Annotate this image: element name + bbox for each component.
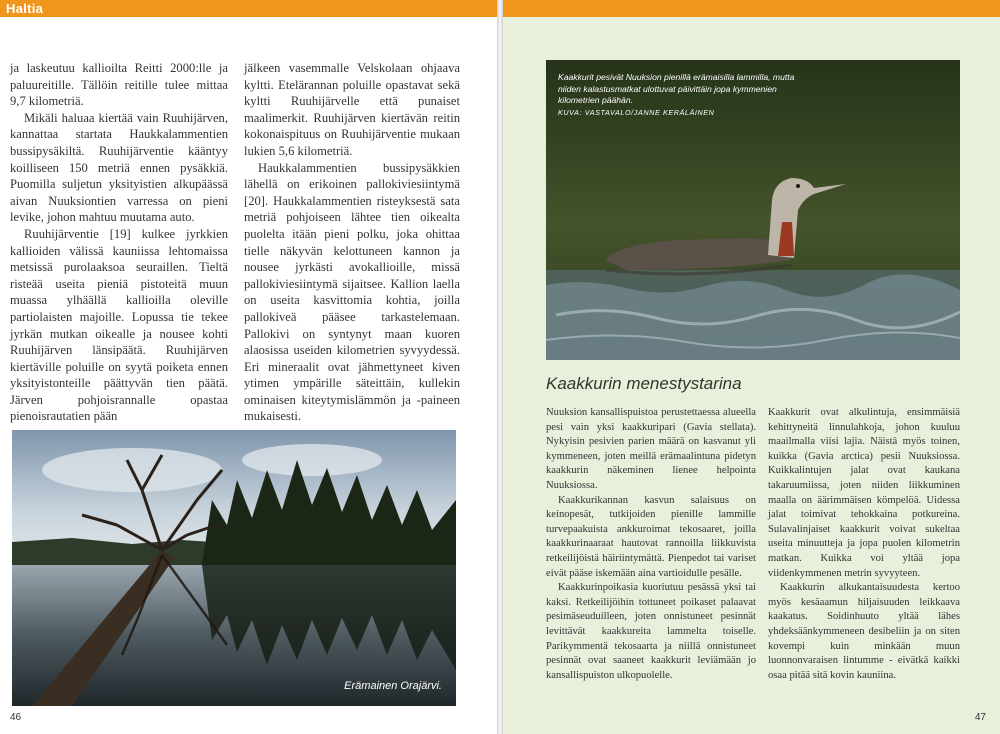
paragraph: Kaakkurikannan kasvun salaisuus on keinopesät, tutkijoiden pienille lammille turvepaakuista ankkuroimat tekosaaret, joilla kaakkurinaaraat hautovat rannoilla liikkuvista retkeilijöistä häiriintymättä. Pienpedot tai variset eivät pääse iskemään aina vartioidulle pesälle. [546, 494, 756, 579]
paragraph: Ruuhijärventie [19] kulkee jyrkkien kallioiden välissä kauniissa lehtomaissa metsissä purolaaksoa seuraillen. Tieltä risteää useita pieniä pistoteitä muun muassa ylhäällä kallioilla oleville partiolaisten majoille. Lopussa tie tekee jyrkän mutkan oikealle ja nousee kohti Ruuhijärven länsipäätä. Ruuhijärven kiertäville poluille on syytä poiketa ennen yksityistonteille päättyvän tien päätä. Järven pohjoisrannalle opastaa pienoisrautatien pään [10, 226, 228, 424]
paragraph: Kaakkurit ovat alkulintuja, ensimmäisiä kehittyneitä linnulahkoja, johon kuuluu maailmalla viisi lajia. Näistä myös toinen, kuikka (Gavia arctica) pesii Nuuksiossa. Kuikkalintujen jalat ovat kaukana takaruumiissa, joten niiden liikkuminen maalla on äärimmäisen kömpelöä. Uidessa jalat toimivat tehokkaina potkureina. Sulavalinjaiset kaakkurit voivat sukeltaa useita minuutteja ja jopa puolen kilometrin matkan. Kuikka voi yltää jopa viidenkymmenen metrin syvyyteen. [768, 407, 960, 579]
photo-credit: KUVA: VASTAVALO/JANNE KERÄLÄINEN [558, 107, 715, 117]
page-number: 47 [974, 712, 986, 723]
page-number: 46 [10, 712, 22, 723]
paragraph: Haukkalammentien bussipysäkkien lähellä on erikoinen pallokiviesiintymä [20]. Haukkalammentien risteyksestä sata metriä pohjoiseen lähtee tien oikealta puolelta itään pieni polku, joka ohittaa tielle näkyvän kelottuneen kannon ja nousee jyrkästi avokallioille, missä pallokiviesiintymä sijaitsee. Kallion laella on useita kasvittomia kohtia, joilla pallokiveä pääsee tarkastelemaan. Pallokivi on syntynyt maan kuoren alaosissa useiden kilometrien syvyydessä. Eri mineraalit ovat jähmettyneet kiven ytimen ympärille säteittäin, kullekin ominaisen kiteytymislämmön ja -paineen mukaisesti. [244, 160, 460, 424]
left-page [0, 0, 497, 734]
paragraph: Kaakkurin alkukantaisuudesta kertoo myös kesäaamun hiljaisuuden leikkaava kaakatus. Soidinhuuto yltää lähes yhdeksäänkymmeneen desibeliin ja on siten kovempi kuin minkään muun luonnonvaraisen lintumme - eivätkä kaikki osaa pitää sitä kovin kauniina. [768, 582, 960, 681]
paragraph: ja laskeutuu kallioilta Reitti 2000:lle ja paluureitille. Tällöin reitille tulee mittaa 9,7 kilometriä. [10, 61, 228, 109]
text-column-1 [10, 60, 228, 425]
lake-photo [12, 430, 456, 706]
lake-photo-illustration [12, 430, 456, 706]
paragraph: Mikäli haluaa kiertää vain Ruuhijärven, kannattaa startata Haukkalammentien bussipysäkiltä. Ruuhijärventie kääntyy koilliseen 150 metriä ennen pysäkkiä. Puomilla suljetun yksityistien alkupäässä aivan Nuuksiontien varressa on pieni levike, johon mahtuu muutama auto. [10, 110, 228, 225]
header-band [503, 0, 1000, 17]
box-title: Kaakkurin menestystarina [546, 374, 742, 393]
loon-photo-caption [558, 72, 798, 118]
paragraph: Kaakkurinpoikasia kuoriutuu pesässä yksi tai kaksi. Retkeilijöihin tottuneet poikaset palaavat pesimäseuduilleen, joten onnistuneet pesinnät levittävät kaakkureita lammelta toiselle. Parikymmentä tekosaarta ja niillä onnistuneet pesinnät ovat saaneet kaakkurit leviämään jo kansallispuiston ulkopuolelle. [546, 582, 756, 681]
text-column-2 [244, 60, 460, 425]
paragraph: Nuuksion kansallispuistoa perustettaessa alueella pesi vain yksi kaakkuripari (Gavia stellata). Nykyisin pesivien parien määrä on kasvanut yli kymmeneen, joten meillä erämaalintuna pidetyn kaakkurin näkeminen lienee helpointa Nuuksiossa. [546, 407, 756, 491]
paragraph: jälkeen vasemmalle Velskolaan ohjaava kyltti. Etelärannan poluille opastavat sekä kyltti Ruuhijärvelle että punaiset maalimerkit. Ruuhijärven kiertävän reitin kokonaispituus on Ruuhijärventie mukaan lukien 5,6 kilometriä. [244, 61, 460, 158]
header-band [0, 0, 497, 17]
loon-photo [546, 60, 960, 360]
section-title: Haltia [6, 1, 44, 16]
box-text-column-2 [768, 406, 960, 683]
lake-photo-caption: Erämainen Orajärvi. [344, 680, 442, 692]
right-page [503, 0, 1000, 734]
loon-caption-text: Kaakkurit pesivät Nuuksion pienillä erämaisilla lammilla, mutta niiden kalastusmatkat ulottuvat päivittäin jopa kymmenien kilometrien päähän. [558, 72, 795, 105]
box-text-column-1 [546, 406, 756, 683]
